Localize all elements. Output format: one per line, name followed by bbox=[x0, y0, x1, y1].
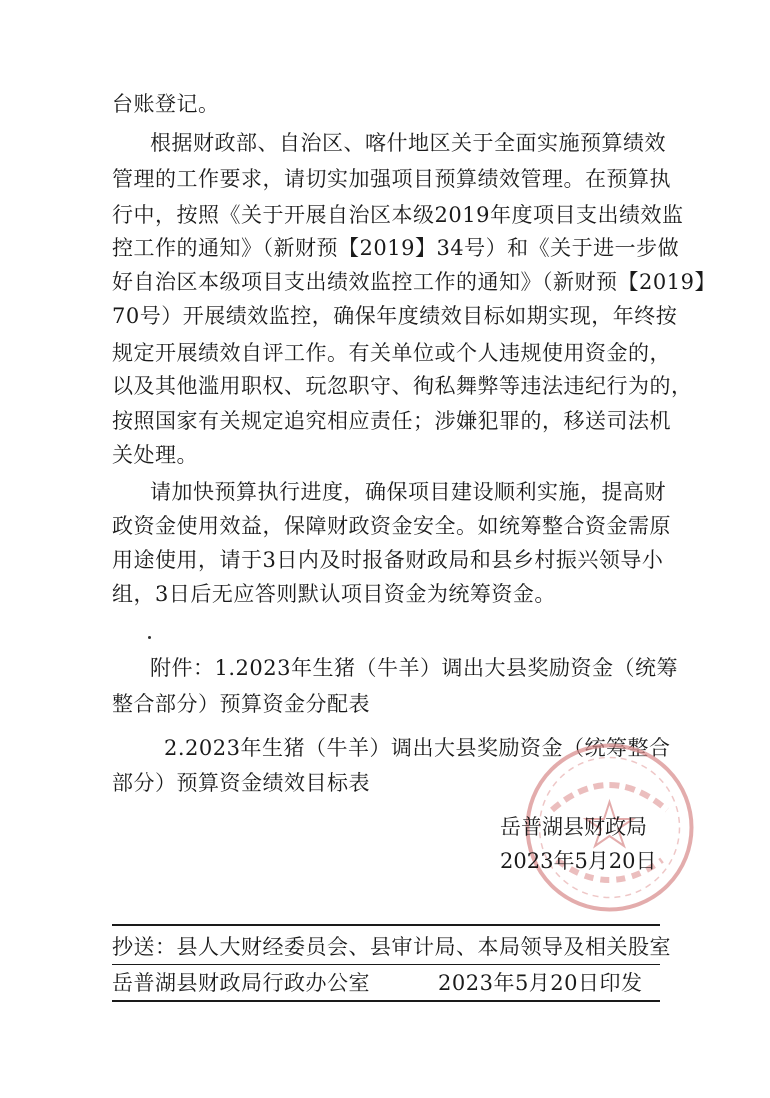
body-line-3: 管理的工作要求，请切实加强项目预算绩效管理。在预算执 bbox=[112, 167, 671, 191]
body-line-7: 70号）开展绩效监控，确保年度绩效目标如期实现，年终按 bbox=[112, 304, 678, 328]
body-line-10: 按照国家有关规定追究相应责任；涉嫌犯罪的，移送司法机 bbox=[112, 409, 671, 433]
body-line-15: 组，3日后无应答则默认项目资金为统筹资金。 bbox=[112, 582, 556, 606]
body-line-14: 用途使用，请于3日内及时报备财政局和县乡村振兴领导小 bbox=[112, 548, 664, 572]
body-line-1: 台账登记。 bbox=[112, 92, 220, 116]
body-line-11: 关处理。 bbox=[112, 443, 198, 467]
body-line-12: 请加快预算执行进度，确保项目建设顺利实施，提高财 bbox=[150, 480, 666, 504]
body-line-13: 政资金使用效益，保障财政资金安全。如统筹整合资金需原 bbox=[112, 514, 671, 538]
body-line-6: 好自治区本级项目支出绩效监控工作的通知》（新财预【2019】 bbox=[112, 270, 716, 294]
attachment-line-1: 附件：1.2023年生猪（牛羊）调出大县奖励资金（统筹 bbox=[150, 656, 678, 680]
body-line-5: 控工作的通知》（新财预【2019】34号）和《关于进一步做 bbox=[112, 236, 680, 260]
issue-date: 2023年5月20日印发 bbox=[438, 971, 643, 995]
body-line-4: 行中，按照《关于开展自治区本级2019年度项目支出绩效监 bbox=[112, 203, 684, 227]
footer-rule-middle bbox=[112, 964, 660, 965]
attachment-line-4: 部分）预算资金绩效目标表 bbox=[112, 771, 370, 795]
footer-rule-bottom bbox=[112, 1000, 660, 1002]
body-line-9: 以及其他滥用职权、玩忽职守、徇私舞弊等违法违纪行为的， bbox=[112, 374, 693, 398]
attachment-line-3: 2.2023年生猪（牛羊）调出大县奖励资金（统筹整合 bbox=[164, 736, 671, 760]
body-line-8: 规定开展绩效自评工作。有关单位或个人违规使用资金的， bbox=[112, 341, 671, 365]
cc-line: 抄送：县人大财经委员会、县审计局、本局领导及相关股室 bbox=[112, 935, 671, 959]
attachment-line-2: 整合部分）预算资金分配表 bbox=[112, 692, 370, 716]
signature-date: 2023年5月20日 bbox=[500, 849, 657, 873]
signature-org: 岳普湖县财政局 bbox=[500, 815, 647, 839]
footer-rule-top bbox=[112, 924, 660, 926]
stray-dot bbox=[148, 636, 151, 639]
body-line-2: 根据财政部、自治区、喀什地区关于全面实施预算绩效 bbox=[150, 131, 666, 155]
issuer-office: 岳普湖县财政局行政办公室 bbox=[112, 971, 370, 995]
